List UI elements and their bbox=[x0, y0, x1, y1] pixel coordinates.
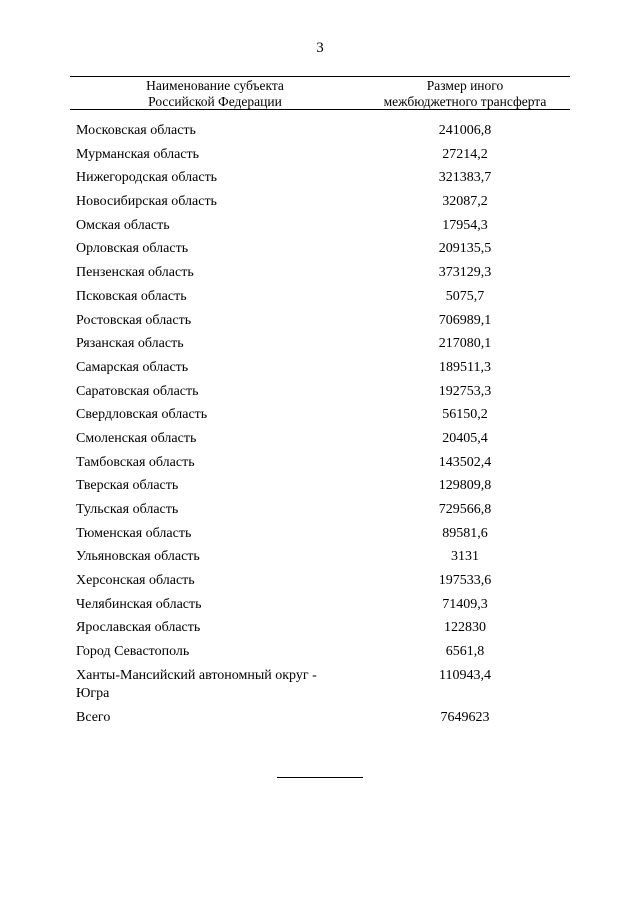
table-row bbox=[70, 288, 570, 306]
transfer-value: 17954,3 bbox=[442, 217, 488, 233]
header-transfer-line2: межбюджетного трансферта bbox=[383, 94, 547, 109]
table-row bbox=[70, 383, 570, 401]
region-name: Самарская область bbox=[76, 359, 189, 375]
transfer-value: 192753,3 bbox=[438, 383, 492, 399]
transfer-value: 321383,7 bbox=[438, 170, 492, 186]
region-name: Город Севастополь bbox=[76, 644, 190, 660]
transfer-value: 20405,4 bbox=[442, 430, 488, 446]
header-region-line2: Российской Федерации bbox=[148, 94, 282, 109]
transfer-value: 706989,1 bbox=[438, 312, 492, 328]
transfer-value: 122830 bbox=[444, 620, 486, 636]
region-name: Новосибирская область bbox=[76, 194, 217, 210]
region-name: Рязанская область bbox=[76, 336, 184, 352]
table-row bbox=[70, 548, 570, 566]
region-name: Пензенская область bbox=[76, 265, 194, 281]
region-name: Тверская область bbox=[76, 478, 179, 494]
table-row bbox=[70, 193, 570, 211]
transfer-value: 143502,4 bbox=[438, 454, 492, 470]
transfer-value: 189511,3 bbox=[439, 359, 491, 375]
region-name: Московская область bbox=[76, 123, 196, 138]
table-row bbox=[70, 169, 570, 187]
region-name: Свердловская область bbox=[76, 407, 208, 423]
region-name: Тамбовская область bbox=[76, 454, 195, 470]
region-name: Херсонская область bbox=[76, 573, 195, 589]
transfer-value: 373129,3 bbox=[438, 265, 492, 281]
table-row bbox=[70, 525, 570, 543]
region-name: Псковская область bbox=[76, 288, 187, 304]
region-name: Тульская область bbox=[76, 502, 179, 517]
table-row bbox=[70, 122, 570, 140]
transfer-value: 6561,8 bbox=[445, 644, 485, 660]
transfer-value: 56150,2 bbox=[442, 407, 488, 423]
region-name: Ростовская область bbox=[76, 312, 192, 328]
region-name bbox=[70, 667, 360, 703]
table-row bbox=[70, 430, 570, 448]
header-region-name bbox=[70, 77, 360, 109]
transfer-value: 241006,8 bbox=[438, 123, 492, 138]
transfer-value: 3131 bbox=[451, 549, 479, 565]
table-row bbox=[70, 596, 570, 614]
table-total-row bbox=[70, 709, 570, 727]
table-row bbox=[70, 454, 570, 472]
transfer-value: 729566,8 bbox=[438, 502, 492, 517]
region-name: Мурманская область bbox=[76, 146, 200, 162]
region-name: Нижегородская область bbox=[76, 170, 218, 186]
page-number: 3 bbox=[316, 40, 324, 56]
region-name: Ярославская область bbox=[76, 620, 201, 636]
total-value: 7649623 bbox=[440, 709, 490, 725]
table-row bbox=[70, 667, 570, 703]
transfer-value: 27214,2 bbox=[442, 146, 488, 162]
table-row bbox=[70, 477, 570, 495]
transfer-value: 217080,1 bbox=[438, 336, 492, 352]
transfer-value: 32087,2 bbox=[442, 194, 488, 210]
table-body bbox=[70, 122, 570, 727]
total-label: Всего bbox=[76, 709, 111, 725]
region-name: Ульяновская область bbox=[76, 549, 200, 565]
table-row bbox=[70, 240, 570, 258]
table-row bbox=[70, 335, 570, 353]
table-row bbox=[70, 264, 570, 282]
region-name-line1: Ханты-Мансийский автономный округ - bbox=[76, 667, 317, 683]
region-name: Омская область bbox=[76, 217, 170, 233]
table-row bbox=[70, 146, 570, 164]
region-name: Тюменская область bbox=[76, 525, 192, 541]
table-row bbox=[70, 406, 570, 424]
region-name: Орловская область bbox=[76, 241, 189, 257]
table-header bbox=[70, 76, 570, 110]
table-row bbox=[70, 572, 570, 590]
table-row bbox=[70, 619, 570, 637]
transfer-value: 110943,4 bbox=[439, 667, 491, 683]
transfer-value: 71409,3 bbox=[442, 596, 488, 612]
table-row bbox=[70, 643, 570, 661]
region-name: Саратовская область bbox=[76, 383, 199, 399]
end-separator-line bbox=[277, 777, 363, 778]
transfer-value: 89581,6 bbox=[442, 525, 488, 541]
region-name: Смоленская область bbox=[76, 430, 197, 446]
transfer-table bbox=[70, 76, 570, 732]
region-name-line2: Югра bbox=[76, 685, 110, 701]
transfer-value: 129809,8 bbox=[438, 478, 492, 494]
transfer-value: 197533,6 bbox=[438, 573, 492, 589]
transfer-value: 5075,7 bbox=[445, 288, 485, 304]
table-row bbox=[70, 217, 570, 235]
transfer-value: 209135,5 bbox=[438, 241, 492, 257]
header-transfer-size bbox=[360, 77, 570, 109]
table-row bbox=[70, 359, 570, 377]
region-name: Челябинская область bbox=[76, 596, 202, 612]
header-transfer-line1: Размер иного bbox=[426, 78, 504, 93]
table-row bbox=[70, 312, 570, 330]
header-region-line1: Наименование субъекта bbox=[146, 78, 284, 93]
table-row bbox=[70, 501, 570, 519]
